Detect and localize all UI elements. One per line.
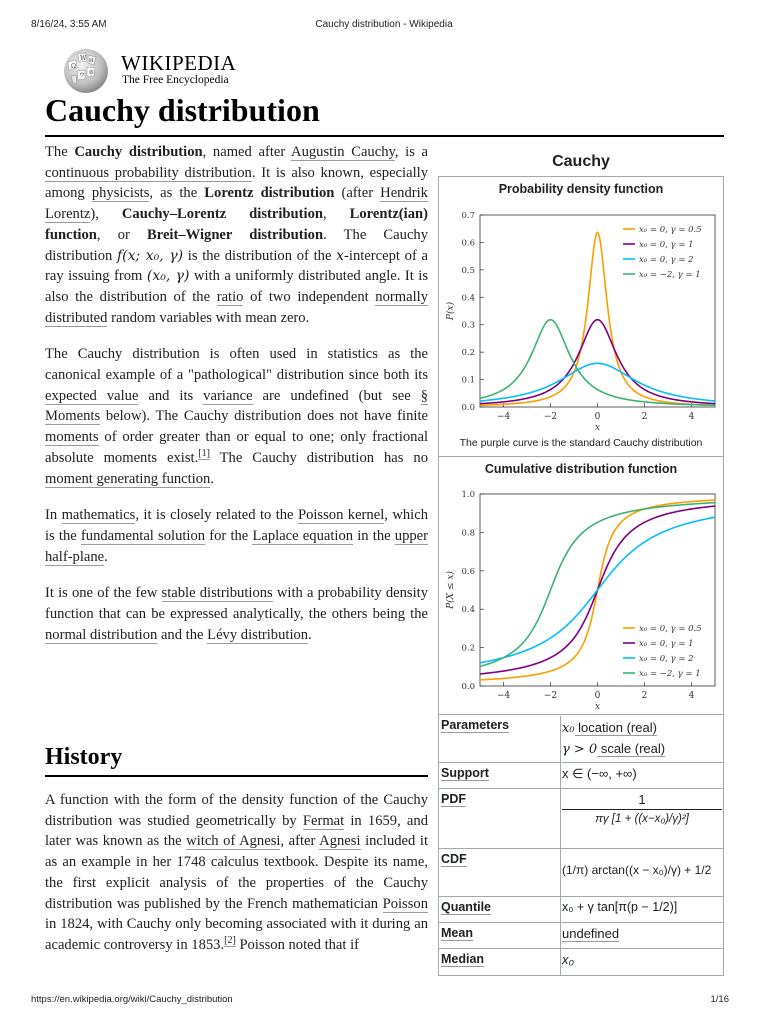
infobox-row-quantile: Quantile x₀ + γ tan[π(p − 1/2)]	[438, 896, 724, 922]
print-header	[31, 19, 737, 33]
cdf-xtick-label: 4	[688, 691, 695, 701]
pdf-ytick-label: 0.1	[461, 375, 475, 386]
pdf-legend-entry: x₀ = 0, γ = 1	[639, 240, 694, 250]
paragraph-poisson-kernel: In mathematics, it is closely related to the Poisson kernel, which is the fundamental solution for the Laplace equation in the upper half-plane.	[45, 507, 428, 565]
print-footer	[31, 994, 737, 1008]
cdf-link[interactable]: CDF	[441, 852, 467, 866]
link-fermat[interactable]: Fermat	[302, 812, 345, 829]
pdf-xtick-label: 0	[594, 412, 601, 422]
cdf-ytick-label: 0.0	[461, 682, 475, 692]
wikipedia-wordmark[interactable]: WIKIPEDIA	[121, 51, 237, 75]
link-witch-of-agnesi[interactable]: witch of Agnesi	[186, 833, 281, 850]
cdf-chart[interactable]	[439, 480, 723, 714]
svg-text:ウ: ウ	[79, 72, 86, 79]
link-moments-section[interactable]: § Moments	[45, 387, 428, 425]
print-page-number: 1/16	[710, 994, 729, 1005]
infobox-row-cdf: CDF (1/π) arctan((x − x₀)/γ) + 1/2	[438, 848, 724, 896]
pdf-ytick-label: 0.2	[461, 348, 475, 359]
pdf-ytick-label: 0.6	[461, 238, 475, 249]
pdf-xtick-label: 4	[688, 412, 695, 422]
parameters-link[interactable]: Parameters	[441, 718, 510, 732]
pdf-ytick-label: 0.5	[461, 265, 475, 276]
cdf-ytick-label: 0.8	[461, 528, 475, 539]
infobox-title: Cauchy	[552, 153, 610, 170]
infobox-row-support: Support x ∈ (−∞, +∞)	[438, 762, 724, 788]
cdf-y-axis-label: P(X ≤ x)	[446, 571, 456, 609]
page-title: Cauchy distribution	[45, 92, 320, 128]
link-normal-distribution[interactable]: normal distribution	[45, 626, 158, 643]
svg-text:Ω: Ω	[71, 63, 76, 70]
link-mathematics[interactable]: mathematics	[61, 507, 136, 524]
link-hendrik-lorentz[interactable]: Hendrik Lorentz	[45, 185, 428, 223]
paragraph-intro: The Cauchy distribution, named after Augustin Cauchy, is a continuous probability distribution. It is also known, especially among physicists, as the Lorentz distribution (after Hendrik Lorentz), Cauchy–Lorentz distribution, Lorentz(ian) function, or Breit–Wigner distribution. The Cauchy distribution f(x; x₀, γ) is the distribution of the x-intercept of a ray issuing from (x₀, γ) with a uniformly distributed angle. It is also the distribution of the ratio of two independent normally distributed random variables with mean zero.	[45, 144, 429, 326]
cdf-ytick-label: 0.2	[461, 643, 475, 654]
cdf-ytick-label: 0.4	[461, 605, 475, 616]
pdf-chart-heading: Probability density function	[498, 182, 664, 196]
link-poisson[interactable]: Poisson	[382, 895, 428, 912]
pdf-chart-caption: The purple curve is the standard Cauchy distribution	[459, 437, 703, 449]
cdf-legend-entry: x₀ = 0, γ = 2	[639, 654, 694, 664]
quantile-link[interactable]: Quantile	[441, 900, 492, 914]
pdf-series-line-3	[480, 363, 715, 401]
cdf-xtick-label: −2	[543, 691, 558, 701]
paragraph-history: A function with the form of the density function of the Cauchy distribution was studied geometrically by Fermat in 1659, and later was known as the witch of Agnesi, after Agnesi included it as an example in her 1748 calculus textbook. Despite its name, the first explicit analysis of the properties of the Cauchy distribution was published by the French mathematician Poisson in 1824, with Cauchy only becoming associated with it during an academic controversy in 1853.[2] Poisson noted that if	[45, 792, 429, 953]
infobox-row-mean	[438, 922, 724, 948]
wikipedia-tagline: The Free Encyclopedia	[122, 74, 229, 86]
link-upper-half-plane[interactable]: upper half-plane	[45, 527, 428, 565]
pdf-legend-entry: x₀ = −2, γ = 1	[639, 270, 701, 280]
pdf-series-line-4	[480, 320, 715, 406]
link-agnesi[interactable]: Agnesi	[319, 833, 361, 850]
pdf-ytick-label: 0.3	[461, 320, 475, 331]
pdf-ytick-label: 0.0	[461, 403, 475, 413]
undefined-link[interactable]: undefined	[562, 926, 620, 941]
cdf-legend-entry: x₀ = 0, γ = 1	[639, 639, 694, 649]
pdf-series-line-2	[480, 320, 715, 404]
svg-text:И: И	[89, 58, 94, 64]
link-moments[interactable]: moments	[45, 429, 99, 446]
mean-link[interactable]: Mean	[441, 926, 473, 940]
pdf-link[interactable]: PDF	[441, 792, 466, 806]
link-fundamental-solution[interactable]: fundamental solution	[80, 527, 206, 544]
pdf-chart[interactable]	[439, 200, 723, 436]
math-point: (x₀, γ)	[146, 268, 190, 285]
pdf-legend-entry: x₀ = 0, γ = 0.5	[639, 225, 702, 235]
link-laplace-equation[interactable]: Laplace equation	[252, 527, 354, 544]
history-section	[45, 790, 428, 972]
link-variance[interactable]: variance	[203, 387, 253, 404]
pdf-ytick-label: 0.7	[461, 211, 475, 221]
cdf-chart-heading: Cumulative distribution function	[484, 462, 678, 476]
svg-text:W: W	[80, 55, 87, 62]
svg-text:維: 維	[89, 70, 95, 76]
lead-section	[45, 142, 428, 661]
link-augustin-cauchy[interactable]: Augustin Cauchy	[291, 144, 395, 160]
scale-link[interactable]: scale (real)	[597, 741, 666, 756]
infobox-row-parameters: Parameters x₀ location (real) γ > 0 scale (real)	[438, 714, 724, 762]
link-levy-distribution[interactable]: Lévy distribution	[207, 626, 309, 643]
cdf-xtick-label: 2	[641, 691, 648, 701]
median-link[interactable]: Median	[441, 952, 485, 966]
title-divider	[45, 135, 724, 137]
cdf-legend-entry: x₀ = 0, γ = 0.5	[639, 624, 702, 634]
history-heading: History	[45, 744, 123, 770]
infobox-row-pdf: PDF 1 πγ [1 + ((x−x₀)/γ)²]	[438, 788, 724, 848]
pdf-x-axis-label: x	[594, 423, 601, 433]
cdf-ytick-label: 1.0	[461, 490, 475, 500]
link-expected-value[interactable]: expected value	[45, 387, 139, 404]
link-normally-distributed[interactable]: normally distributed	[45, 288, 428, 326]
link-poisson-kernel[interactable]: Poisson kernel	[297, 507, 385, 524]
paragraph-pathological: The Cauchy distribution is often used in statistics as the canonical example of a "pathological" distribution since both its expected value and its variance are undefined (but see § Moments below). The Cauchy distribution does not have finite moments of order greater than or equal to one; only fractional absolute moments exist.[1] The Cauchy distribution has no moment generating function.	[45, 346, 428, 487]
print-url: https://en.wikipedia.org/wiki/Cauchy_distribution	[31, 994, 233, 1005]
link-stable-distributions[interactable]: stable distributions	[161, 585, 273, 602]
link-continuous-probability-distribution[interactable]: continuous probability distribution	[45, 164, 252, 181]
paragraph-stable: It is one of the few stable distributions with a probability density function that can be expressed analytically, the others being the normal distribution and the Lévy distribution.	[45, 585, 428, 643]
pdf-xtick-label: −4	[496, 412, 511, 422]
cdf-x-axis-label: x	[594, 702, 601, 712]
support-link[interactable]: Support	[441, 766, 489, 780]
print-page-title: Cauchy distribution - Wikipedia	[315, 19, 453, 30]
wikipedia-globe-logo[interactable]	[58, 46, 114, 96]
infobox-column-divider	[560, 716, 561, 976]
pdf-xtick-label: −2	[543, 412, 558, 422]
math-density-function: f(x; x₀, γ)	[117, 247, 184, 264]
cdf-ytick-label: 0.6	[461, 566, 475, 577]
history-divider	[45, 775, 428, 777]
infobox-separator	[438, 456, 724, 457]
pdf-xtick-label: 2	[641, 412, 648, 422]
cdf-legend-entry: x₀ = −2, γ = 1	[639, 669, 701, 679]
link-ratio[interactable]: ratio	[216, 288, 244, 305]
citation-1[interactable]: [1]	[198, 447, 210, 459]
location-link[interactable]: location (real)	[574, 720, 657, 735]
pdf-ytick-label: 0.4	[461, 293, 475, 304]
pdf-legend-entry: x₀ = 0, γ = 2	[639, 255, 694, 265]
citation-2[interactable]: [2]	[224, 935, 236, 947]
pdf-y-axis-label: P(x)	[446, 301, 456, 321]
print-datetime: 8/16/24, 3:55 AM	[31, 19, 107, 30]
link-moment-generating-function[interactable]: moment generating function	[45, 470, 211, 487]
link-physicists[interactable]: physicists	[91, 185, 150, 202]
infobox-row-median: Median x₀	[438, 948, 724, 976]
cdf-xtick-label: 0	[594, 691, 601, 701]
cdf-xtick-label: −4	[496, 691, 511, 701]
